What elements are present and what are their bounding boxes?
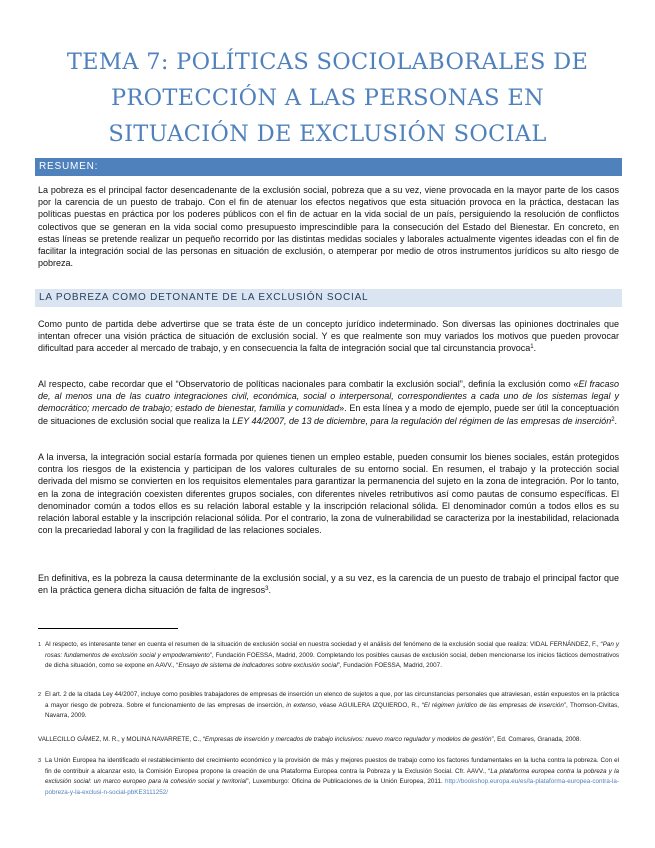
footnote-1-title-2: Ensayo de sistema de indicadores sobre exclusión social	[178, 662, 338, 670]
paragraph-2-end: .	[614, 415, 618, 426]
paragraph-2	[38, 378, 619, 427]
paragraph-2-intro: Al respecto, cabe recordar que el “Observatorio de políticas nacionales para combatir la exclusión social”, definía la exclusión como «	[38, 379, 579, 389]
footnote-2-latin: in extenso	[286, 701, 316, 709]
section-heading-bar	[35, 289, 622, 307]
paragraph-4	[38, 572, 619, 596]
footnote-1-title-1: Pan y rosas: fundamentos de exclusión social y empoderamiento	[45, 641, 619, 659]
footnote-ref-2[interactable]: 2	[611, 416, 615, 423]
footnote-2-number: 2	[38, 692, 42, 698]
footnote-3-title: La plataforma europea contra la pobreza y la exclusión social: un marco europeo para la cohesión social y territorial	[45, 767, 620, 786]
paragraph-3: A la inversa, la integración social estaría formada por quienes tienen un empleo estable, pueden consumir los bienes sociales, están protegidos contra los riesgos de la existencia y participan de los valores culturales de su entorno social. En resumen, el trabajo y la protección social derivada del mismo se convierten en los requisitos elementales para garantizar la permanencia del sujeto en la zona de integración. Por lo tanto, en la zona de integración coexisten diferentes grupos sociales, con diferentes niveles retributivos así como pautas de consumo específicas. El denominador común a todos ellos es su relación laboral estable y la inscripción relacional sólida. El denominador común a todos ellos es su relación laboral estable y la inscripción relacional sólida. Por el contrario, la zona de vulnerabilidad se caracteriza por la inestabilidad, relacionada con la precariedad laboral y con la fragilidad de las relaciones sociales.	[38, 452, 619, 536]
footnote-2-text-a: El art. 2 de la citada Ley 44/2007, incluye como posibles trabajadores de empresas de inserción un elenco de sujetos a que, por las circunstancias personales que atraviesan, están expuestos en la práctica a mayor riesgo de pobreza. Sobre el funcionamiento de las empresas de inserción,	[45, 691, 619, 709]
footnote-3	[38, 756, 619, 798]
title-line-1: TEMA 7: POLÍTICAS SOCIOLABORALES DE	[66, 49, 589, 75]
footnote-2-text-c: ”, Thomson-Civitas, Navarra, 2009.	[45, 701, 619, 720]
footnote-3-text-a: La Unión Europea ha identificado el restablecimiento del crecimiento económico y la provisión de más y mejores puestos de trabajo como los factores fundamentales en la lucha contra la pobreza. Con el fin de contribuir a alcanzar esto, la Comisión Europea propone la creación de una Plataforma Europea contra la Pobreza y la Exclusión Social. Cfr. AAVV., “	[45, 757, 619, 775]
footnote-extra-text-a: VALLECILLO GÁMEZ, M. R., y MOLINA NAVARRETE, C., “	[38, 736, 205, 743]
paragraph-2-quote: El fracaso de, al menos una de las cuatro integraciones civil, económica, social o interpersonal, correspondientes a cada uno de los sistemas legal y democrático; mercado de trabajo; estado de bienestar, familia y comunidad	[38, 379, 619, 414]
footnote-2	[38, 690, 619, 722]
section-heading: LA POBREZA COMO DETONANTE DE LA EXCLUSIÓN SOCIAL	[39, 292, 369, 303]
footnote-extra-title: Empresas de inserción y mercados de trabajo inclusivos: nuevo marco regulador y modelos de gestión	[204, 736, 492, 743]
footnote-ref-3[interactable]: 3	[265, 586, 269, 593]
footnote-2-title: El régimen jurídico de las empresas de inserción	[423, 701, 564, 709]
paragraph-4-text: En definitiva, es la pobreza la causa determinante de la exclusión social, y a su vez, es la carencia de un puesto de trabajo el principal factor que en la práctica genera dicha situación de falta de ingresos	[38, 573, 619, 596]
footnote-extra	[38, 735, 619, 746]
paragraph-1-end: .	[533, 343, 537, 354]
resumen-heading: RESUMEN:	[39, 161, 99, 172]
paragraph-2-middle: ». En esta línea y a modo de ejemplo, puede ser útil la conceptuación de situaciones de exclusión social que realiza la	[38, 403, 620, 426]
resumen-paragraph: La pobreza es el principal factor desencadenante de la exclusión social, pobreza que a su vez, viene provocada en la mayor parte de los casos por la carencia de un puesto de trabajo. Con el fin de atenuar los efectos negativos que esta situación provoca en la práctica, destacan las políticas puestas en práctica por los poderes públicos con el fin de actuar en la vida social de un país, persiguiendo la resolución de conflictos colectivos que se generan en la vida social como presupuesto imprescindible para la consecución del Estado del Bienestar. En concreto, en estas líneas se pretende realizar un pequeño recorrido por las distintas medidas sociales y laborales actualmente vigentes ideadas con el fin de facilitar la integración social de las personas en situación de exclusión, o atemperar por medio de otros instrumentos jurídicos su alto riesgo de pobreza.	[38, 185, 619, 269]
title-line-3: SITUACIÓN DE EXCLUSIÓN SOCIAL	[108, 121, 547, 147]
paragraph-4-end: .	[268, 585, 272, 596]
paragraph-2-law: LEY 44/2007, de 13 de diciembre, para la regulación del régimen de las empresas de inserción	[232, 415, 612, 426]
paragraph-1	[38, 318, 619, 355]
footnote-1-text-c: ”, Fundación FOESSA, Madrid, 2007.	[337, 662, 442, 670]
footnote-extra-text-b: ”, Ed. Comares, Granada, 2008.	[491, 736, 582, 743]
footnote-ref-1[interactable]: 1	[530, 344, 534, 351]
footnote-3-number: 3	[38, 758, 42, 764]
footnote-1-number: 1	[38, 642, 42, 648]
footnote-2-text-b: , véase AGUILERA IZQUIERDO, R., “	[315, 701, 424, 709]
footnote-1	[38, 640, 619, 672]
footnote-3-text-b: ”, Luxemburgo: Oficina de Publicaciones de la Unión Europea, 2011.	[246, 778, 446, 786]
title-line-2: PROTECCIÓN A LAS PERSONAS EN	[110, 85, 545, 111]
footnote-1-text-a: Al respecto, es interesante tener en cuenta el resumen de la situación de exclusión social en nuestra sociedad y el análisis del fenómeno de la exclusión social que realiza: VIDAL FERNÁNDEZ, F., “	[45, 641, 603, 648]
footnote-separator	[38, 628, 178, 629]
footnote-3-link[interactable]: http://bookshop.europa.eu/es/la-plataforma-europea-contra-la-pobreza-y-la-exclusi-n-social-pbKE3111252/	[45, 778, 619, 796]
resumen-heading-bar	[35, 158, 622, 176]
page-title	[30, 44, 625, 152]
paragraph-1-text: Como punto de partida debe advertirse que se trata éste de un concepto jurídico indeterminado. Son diversas las opiniones doctrinales que intentan ofrecer una visión práctica de situación de exclusión social. Y es que realmente son muy variados los motivos que pueden provocar dificultad para acceder al mercado de trabajo, y en consecuencia la falta de integración social que tal circunstancia provoca	[38, 319, 619, 354]
footnote-1-text-b: ”, Fundación FOESSA, Madrid, 2009. Completando los posibles causas de exclusión social, deben mencionarse los inicios fácticos demostrativos de dicha situación, como se expone en AAVV., “	[45, 651, 619, 670]
